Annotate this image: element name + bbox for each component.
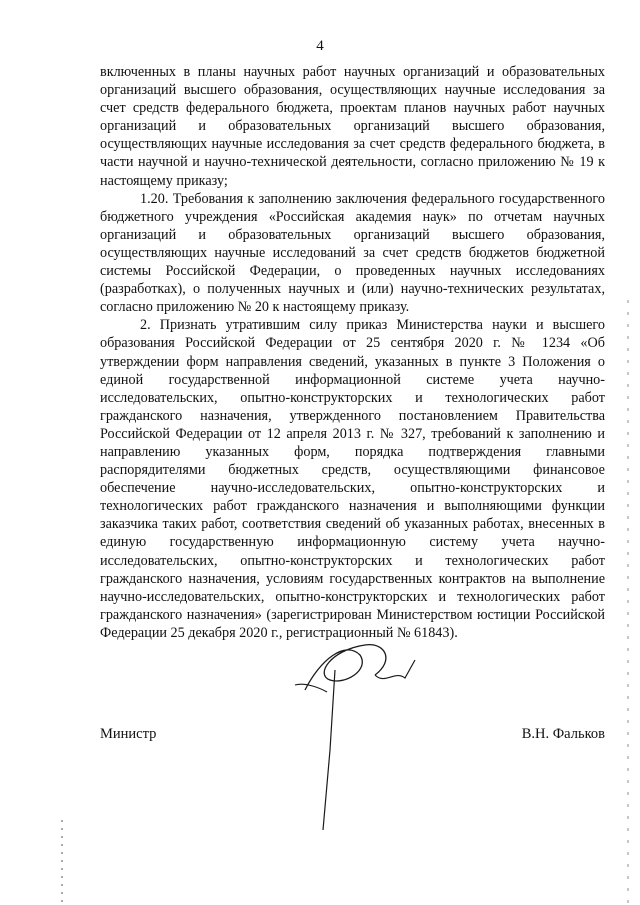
- handwritten-signature: [235, 630, 475, 840]
- page-number: 4: [316, 38, 324, 54]
- signer-title: Министр: [100, 726, 157, 742]
- paragraph-continuation: включенных в планы научных работ научных организаций и образовательных организаций высшего образования, осуществляющих научные исследования за счет средств федерального бюджета, проектам планов научных работ научных организаций и образовательных организаций высшего образования, осуществляющих научные исследования за счет средств федерального бюджета, в части научной и научно-технической деятельности, согласно приложению № 19 к настоящему приказу;: [100, 64, 605, 189]
- signer-name: В.Н. Фальков: [521, 726, 605, 742]
- paragraph-item-1-20: 1.20. Требования к заполнению заключения федерального государственного бюджетного учреждения «Российская академия наук» по отчетам научных организаций и образовательных организаций высшего образования, осуществляющих научные исследований за счет средств бюджетов бюджетной системы Российской Федерации, о проведенных научных исследованиях (разработках), о полученных научных и (или) научно-технических результатах, согласно приложению № 20 к настоящему приказу.: [100, 190, 605, 316]
- document-body: [100, 63, 605, 642]
- paragraph-item-2: 2. Признать утратившим силу приказ Министерства науки и высшего образования Российской Федерации от 25 сентября 2020 г. № 1234 «Об утверждении форм направления сведений, указанных в пункте 3 Положения о единой государственной информационной системе учета научно-исследовательских, опытно-конструкторских и технологических работ гражданского назначения, утвержденного постановлением Правительства Российской Федерации от 12 апреля 2013 г. № 327, требований к заполнению и направлению указанных форм, порядка подтверждения главными распорядителями бюджетных средств, осуществляющими финансовое обеспечение научно-исследовательских, опытно-конструкторских и технологических работ гражданского назначения и выполняющими функции заказчика таких работ, соответствия сведений об указанных работах, внесенных в единую государственную информационную систему учета научно-исследовательских, опытно-конструкторских и технологических работ гражданского назначения, условиям государственных контрактов на выполнение научно-исследовательских, опытно-конструкторских и технологических работ гражданского назначения» (зарегистрирован Министерством юстиции Российской Федерации 25 декабря 2020 г., регистрационный № 61843).: [100, 317, 605, 641]
